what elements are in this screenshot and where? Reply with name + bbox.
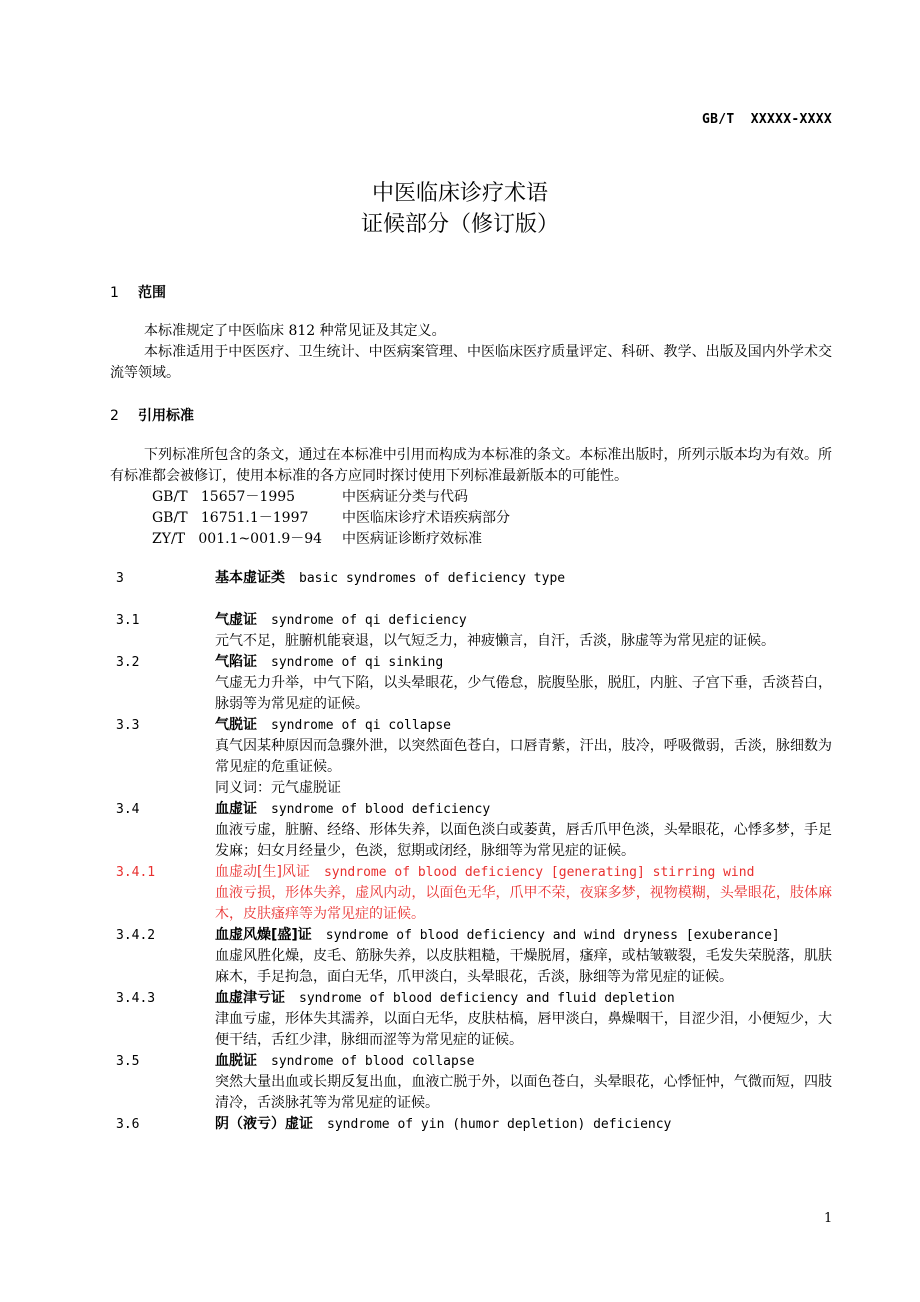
term-heading: [215, 568, 832, 589]
term-chinese: 血虚风燥[盛]证: [215, 927, 312, 943]
term-definition: 血虚风胜化燥，皮毛、筋脉失养，以皮肤粗糙，干燥脱屑，瘙痒，或枯皱皲裂，毛发失荣脱落，肌肤麻木，手足拘急，面白无华，爪甲淡白，头晕眼花，舌淡，脉细等为常见症的证候。: [215, 948, 832, 985]
term-chinese: 基本虚证类: [215, 570, 285, 586]
term-number: 3.4.3: [116, 991, 156, 1006]
term-heading: [215, 715, 832, 736]
term-entry: [116, 1114, 832, 1135]
term-number: 3.4: [116, 802, 140, 817]
reference-name: 中医病证分类与代码: [342, 489, 468, 505]
term-body: [215, 799, 832, 862]
term-definition: 突然大量出血或长期反复出血，血液亡脱于外，以面色苍白，头晕眼花，心悸怔忡，气微而短，四肢清冷，舌淡脉芤等为常见症的证候。: [215, 1074, 832, 1111]
term-heading: [215, 799, 832, 820]
paragraph: 本标准规定了中医临床 812 种常见证及其定义。: [144, 323, 446, 339]
reference-code: ZY/T 001.1~001.9－94: [152, 531, 323, 547]
term-english: syndrome of blood deficiency and wind dryness [exuberance]: [325, 928, 780, 943]
term-chinese: 血虚津亏证: [215, 990, 285, 1006]
document-title: 中医临床诊疗术语: [371, 181, 548, 206]
section-number: 1: [110, 285, 119, 301]
paragraph: 本标准适用于中医医疗、卫生统计、中医病案管理、中医临床医疗质量评定、科研、教学、出版及国内外学术交流等领域。: [110, 344, 832, 381]
section-title: 范围: [138, 285, 166, 301]
standard-code: GB/T XXXXX-XXXX: [701, 112, 832, 127]
term-heading: [215, 1114, 832, 1135]
term-body: [215, 568, 832, 589]
term-number: 3.4.1: [116, 865, 156, 880]
term-number: 3.3: [116, 718, 140, 733]
scope-body: [110, 321, 832, 384]
term-entry: [116, 715, 832, 799]
reference-list: [152, 487, 510, 550]
term-english: syndrome of qi deficiency: [271, 613, 467, 628]
reference-item: [152, 508, 510, 529]
term-heading: [215, 652, 832, 673]
term-chinese: 气脱证: [215, 717, 257, 733]
section-number: 2: [110, 408, 119, 424]
term-body: [215, 862, 832, 925]
term-definition: 真气因某种原因而急骤外泄，以突然面色苍白，口唇青紫，汗出，肢冷，呼吸微弱，舌淡，脉细数为常见症的危重证候。: [215, 738, 832, 775]
section-heading-references: [110, 405, 194, 425]
term-chinese: 阴（液亏）虚证: [215, 1116, 313, 1132]
page-number: 1: [824, 1211, 833, 1226]
term-chinese: 气陷证: [215, 654, 257, 670]
term-heading: [215, 1051, 832, 1072]
term-definition: 血液亏虚，脏腑、经络、形体失养，以面色淡白或萎黄，唇舌爪甲色淡，头晕眼花，心悸多梦，手足发麻；妇女月经量少，色淡，愆期或闭经，脉细等为常见症的证候。: [215, 822, 832, 859]
section-title: 引用标准: [138, 408, 194, 424]
document-subtitle: 证候部分（修订版）: [360, 212, 559, 237]
reference-item: [152, 487, 510, 508]
term-number: 3.5: [116, 1054, 140, 1069]
term-chinese: 气虚证: [215, 612, 257, 628]
paragraph: 下列标准所包含的条文，通过在本标准中引用而构成为本标准的条文。本标准出版时，所列示版本均为有效。所有标准都会被修订，使用本标准的各方应同时探讨使用下列标准最新版本的可能性。: [110, 447, 832, 484]
term-definition: 血液亏损，形体失养，虚风内动，以面色无华，爪甲不荣，夜寐多梦，视物模糊，头晕眼花，肢体麻木，皮肤瘙痒等为常见症的证候。: [215, 885, 832, 922]
references-body: [110, 445, 832, 487]
term-english: syndrome of yin (humor depletion) deficiency: [327, 1117, 672, 1132]
reference-code: GB/T 16751.1－1997: [152, 510, 309, 526]
term-number: 3.1: [116, 613, 140, 628]
term-body: [215, 652, 832, 715]
section-heading-scope: [110, 282, 166, 302]
term-body: [215, 1114, 832, 1135]
term-entry: [116, 799, 832, 862]
term-entry: [116, 1051, 832, 1114]
term-heading: [215, 610, 832, 631]
term-english: syndrome of blood deficiency and fluid depletion: [299, 991, 675, 1006]
term-english: syndrome of blood deficiency: [271, 802, 491, 817]
reference-name: 中医临床诊疗术语疾病部分: [342, 510, 510, 526]
term-chinese: 血脱证: [215, 1053, 257, 1069]
term-definition: 同义词：元气虚脱证: [215, 780, 341, 796]
term-entry: [116, 610, 832, 652]
term-number: 3.6: [116, 1117, 140, 1132]
term-entries: [116, 568, 832, 1135]
term-number: 3.4.2: [116, 928, 156, 943]
term-english: syndrome of qi sinking: [271, 655, 444, 670]
term-definition: 气虚无力升举，中气下陷，以头晕眼花，少气倦怠，脘腹坠胀，脱肛，内脏、子宫下垂，舌淡苔白，脉弱等为常见症的证候。: [215, 675, 832, 712]
reference-item: [152, 529, 510, 550]
term-chinese: 血虚证: [215, 801, 257, 817]
term-body: [215, 715, 832, 799]
term-heading: [215, 862, 832, 883]
term-english: basic syndromes of deficiency type: [299, 571, 566, 586]
term-entry: [116, 568, 832, 589]
term-heading: [215, 925, 832, 946]
term-number: 3.2: [116, 655, 140, 670]
term-body: [215, 1051, 832, 1114]
term-chinese: 血虚动[生]风证: [215, 864, 310, 880]
term-entry: [116, 652, 832, 715]
term-entry: [116, 862, 832, 925]
reference-name: 中医病证诊断疗效标准: [342, 531, 482, 547]
term-entry: [116, 988, 832, 1051]
term-body: [215, 610, 832, 652]
term-definition: 元气不足，脏腑机能衰退，以气短乏力，神疲懒言，自汗，舌淡，脉虚等为常见症的证候。: [215, 633, 775, 649]
term-english: syndrome of blood collapse: [271, 1054, 475, 1069]
term-english: syndrome of qi collapse: [271, 718, 452, 733]
reference-code: GB/T 15657－1995: [152, 489, 296, 505]
term-english: syndrome of blood deficiency [generating] stirring wind: [323, 865, 755, 880]
term-heading: [215, 988, 832, 1009]
term-entry: [116, 925, 832, 988]
term-definition: 津血亏虚，形体失其濡养，以面白无华，皮肤枯槁，唇甲淡白，鼻燥咽干，目涩少泪，小便短少，大便干结，舌红少津，脉细而涩等为常见症的证候。: [215, 1011, 832, 1048]
term-number: 3: [116, 571, 124, 586]
term-body: [215, 925, 832, 988]
term-body: [215, 988, 832, 1051]
